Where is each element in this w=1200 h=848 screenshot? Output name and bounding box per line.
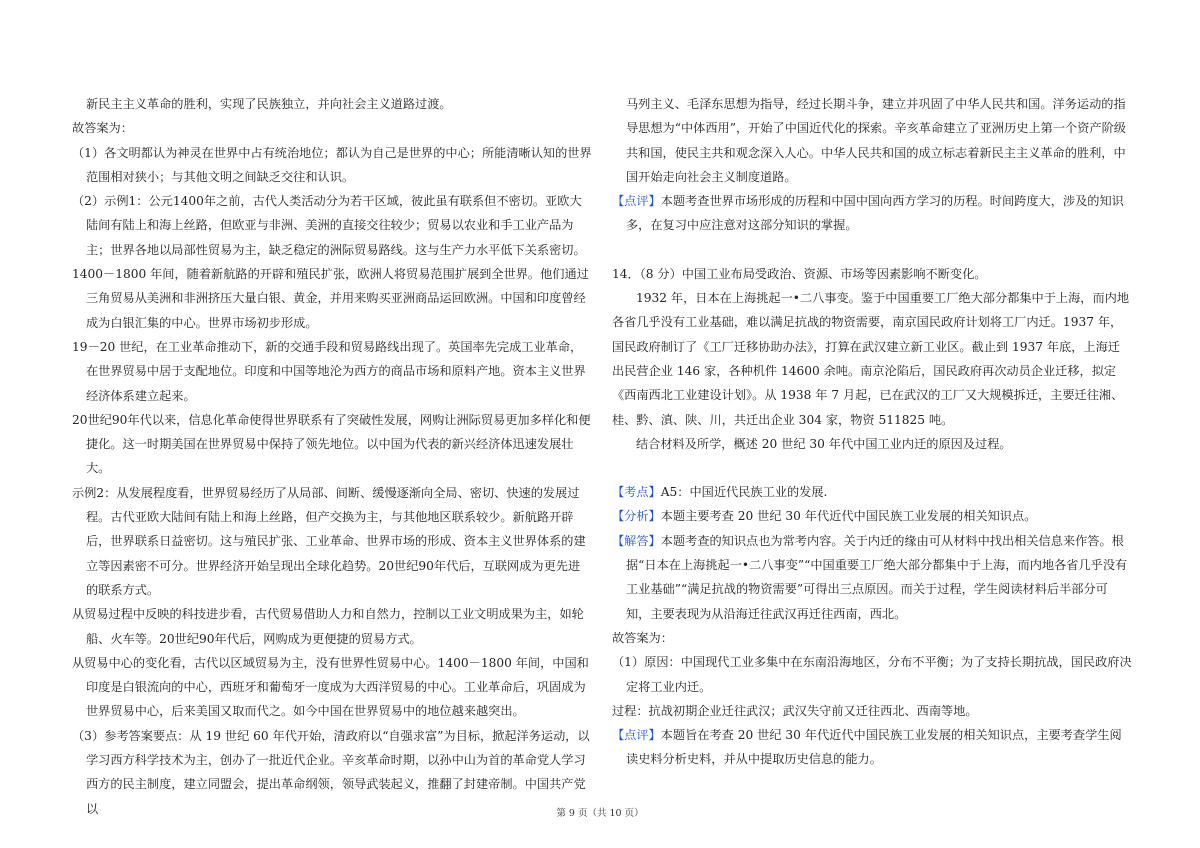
paragraph-text: 1400－1800 年间，随着新航路的开辟和殖民扩张，欧洲人将贸易范围扩展到全世界。他们通过三角贸易从美洲和非洲挤压大量白银、黄金，并用来购买亚洲商品运回欧洲。中国和印度曾经成为白银汇集的中心。世界市场初步形成。	[72, 267, 589, 330]
paragraph	[72, 116, 592, 140]
paragraph	[612, 529, 1132, 626]
paragraph	[612, 626, 1132, 650]
section-tag: 【点评】	[612, 194, 661, 209]
paragraph-text: 14．（8 分）中国工业布局受政治、资源、市场等因素影响不断变化。	[612, 266, 987, 281]
paragraph	[612, 650, 1132, 699]
paragraph	[72, 92, 592, 116]
paragraph-text: A5：中国近代民族工业的发展.	[660, 485, 828, 500]
paragraph	[612, 262, 1132, 286]
paragraph	[612, 432, 1132, 456]
paragraph-text: 新民主主义革命的胜利，实现了民族独立，并向社会主义道路过渡。	[86, 97, 452, 111]
paragraph	[612, 723, 1132, 772]
page-footer: 第 9 页（共 10 页）	[556, 808, 644, 819]
paragraph-text: 20世纪90年代以来，信息化革命使得世界联系有了突破性发展，网购让洲际贸易更加多样化和便捷化。这一时期美国在世界贸易中保持了领先地位。以中国为代表的新兴经济体迅速发展壮大。	[72, 412, 591, 476]
paragraph	[612, 189, 1132, 238]
paragraph-text: 故答案为：	[612, 630, 673, 645]
paragraph	[72, 651, 592, 724]
paragraph	[612, 480, 1132, 504]
paragraph-text: 本题旨在考查 20 世纪 30 年代近代中国民族工业发展的相关知识点，主要考查学生阅读史料分析史料，并从中提取历史信息的能力。	[626, 728, 1122, 767]
paragraph-gap	[612, 238, 1132, 262]
paragraph	[72, 481, 592, 602]
paragraph-text: 本题主要考查 20 世纪 30 年代近代中国民族工业发展的相关知识点。	[660, 509, 1037, 524]
paragraph	[612, 699, 1132, 723]
section-tag: 【考点】	[612, 485, 661, 500]
paragraph-text: （1）原因：中国现代工业多集中在东南沿海地区，分布不平衡；为了支持长期抗战，国民政府决定将工业内迁。	[612, 655, 1132, 694]
section-tag: 【解答】	[612, 533, 661, 548]
paragraph-text: 从贸易中心的变化看，古代以区域贸易为主，没有世界性贸易中心。1400－1800 年间，中国和印度是白银流向的中心，西班牙和葡萄牙一度成为大西洋贸易的中心。工业革命后，巩固成为世界贸易中心，后来美国又取而代之。如今中国在世界贸易中的地位越来越突出。	[72, 655, 589, 719]
paragraph-text: 过程：抗战初期企业迁往武汉；武汉失守前又迁往西北、西南等地。	[612, 703, 978, 718]
section-tag: 【点评】	[612, 728, 661, 743]
paragraph	[72, 262, 592, 335]
paragraph	[72, 141, 592, 190]
paragraph	[612, 92, 1132, 189]
paragraph-gap	[612, 456, 1132, 480]
paragraph-text: 本题考查的知识点也为常考内容。关于内迁的缘由可从材料中找出相关信息来作答。根据“日本在上海挑起一•二八事变”“中国重要工厂绝大部分都集中于上海，而内地各省几乎没有工业基础”“满足抗战的物资需要”可得出三点原因。而关于过程，学生阅读材料后半部分可知，主要表现为从沿海迁往武汉再迁往西南，西北。	[626, 533, 1128, 621]
paragraph	[612, 286, 1132, 432]
paragraph-text: 1932 年，日本在上海挑起一•二八事变。鉴于中国重要工厂绝大部分都集中于上海，而内地各省几乎没有工业基础，难以满足抗战的物资需要，南京国民政府计划将工厂内迁。1937 年，国民政府制订了《工厂迁移协助办法》，打算在武汉建立新工业区。截止到 1937 年底，上海迁出民营企业 146 家，各种机件 14600 余吨。南京沦陷后，国民政府再次动员企业迁移，拟定《西南西北工业建设计划》。从 1938 年 7 月起，已在武汉的工厂又大规模拆迁，主要迁往湘、桂、黔、滇、陕、川，共迁出企业 304 家，物资 511825 吨。	[612, 291, 1130, 427]
left-column	[72, 92, 592, 821]
paragraph-text: 19－20 世纪，在工业革命推动下，新的交通手段和贸易路线出现了。英国率先完成工业革命，在世界贸易中居于支配地位。印度和中国等地沦为西方的商品市场和原料产地。资本主义世界经济体系建立起来。	[72, 339, 586, 403]
paragraph	[612, 504, 1132, 528]
paragraph-text: 结合材料及所学，概述 20 世纪 30 年代中国工业内迁的原因及过程。	[636, 436, 1012, 451]
paragraph-text: （3）参考答案要点：从 19 世纪 60 年代开始，清政府以“自强求富”为目标，掀起洋务运动，以学习西方科学技术为主，创办了一批近代企业。辛亥革命时期，以孙中山为首的革命党人学习西方的民主制度，建立同盟会，提出革命纲领，领导武装起义，推翻了封建帝制。中国共产党以	[72, 728, 590, 816]
paragraph-text: 故答案为：	[72, 121, 133, 136]
paragraph	[72, 189, 592, 262]
section-tag: 【分析】	[612, 509, 661, 524]
paragraph-text: （2）示例1：公元1400年之前，古代人类活动分为若干区域，彼此虽有联系但不密切。亚欧大陆间有陆上和海上丝路，但欧亚与非洲、美洲的直接交往较少；贸易以农业和手工业产品为主；世界各地以局部性贸易为主，缺乏稳定的洲际贸易路线。这与生产力水平低下关系密切。	[72, 194, 586, 257]
paragraph-text: 示例2：从发展程度看，世界贸易经历了从局部、间断、缓慢逐渐向全局、密切、快速的发展过程。古代亚欧大陆间有陆上和海上丝路，但产交换为主，与其他地区联系较少。新航路开辟后，世界联系日益密切。这与殖民扩张、工业革命、世界市场的形成、资本主义世界体系的建立等因素密不可分。世界经济开始呈现出全球化趋势。20世纪90年代后，互联网成为更先进的联系方式。	[72, 485, 586, 597]
paragraph	[72, 335, 592, 408]
right-column	[612, 92, 1132, 772]
paragraph-text: 从贸易过程中反映的科技进步看，古代贸易借助人力和自然力，控制以工业文明成果为主，如轮船、火车等。20世纪90年代后，网购成为更便捷的贸易方式。	[72, 607, 584, 646]
paragraph-text: 马列主义、毛泽东思想为指导，经过长期斗争，建立并巩固了中华人民共和国。洋务运动的指导思想为“中体西用”，开始了中国近代化的探索。辛亥革命建立了亚洲历史上第一个资产阶级共和国，使民主共和观念深入人心。中华人民共和国的成立标志着新民主主义革命的胜利，中国开始走向社会主义制度道路。	[626, 97, 1126, 184]
paragraph-text: 本题考查世界市场形成的历程和中国中国向西方学习的历程。时间跨度大，涉及的知识多，在复习中应注意对这部分知识的掌握。	[626, 194, 1124, 233]
paragraph	[72, 408, 592, 481]
paragraph-text: （1）各文明都认为神灵在世界中占有统治地位；都认为自己是世界的中心；所能清晰认知的世界范围相对狭小；与其他文明之间缺乏交往和认识。	[72, 145, 592, 184]
paragraph	[72, 602, 592, 651]
